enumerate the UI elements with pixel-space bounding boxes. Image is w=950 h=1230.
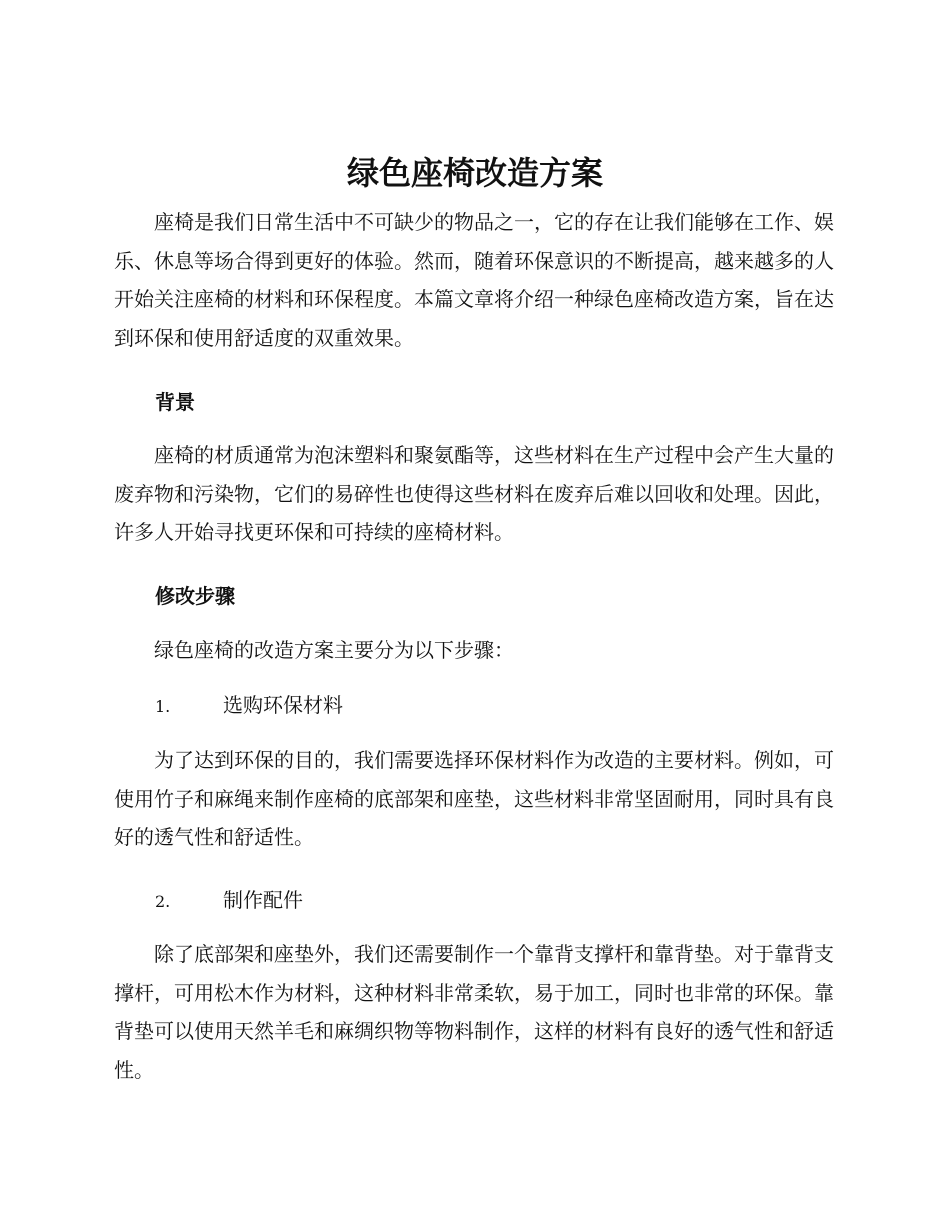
intro-paragraph: 座椅是我们日常生活中不可缺少的物品之一，它的存在让我们能够在工作、娱乐、休息等场合得到更好的体验。然而，随着环保意识的不断提高，越来越多的人开始关注座椅的材料和环保程度。本篇文章将介绍一种绿色座椅改造方案，旨在达到环保和使用舒适度的双重效果。 [114, 210, 834, 351]
section-heading-steps: 修改步骤 [155, 584, 235, 608]
background-paragraph: 座椅的材质通常为泡沫塑料和聚氨酯等，这些材料在生产过程中会产生大量的废弃物和污染物，它们的易碎性也使得这些材料在废弃后难以回收和处理。因此，许多人开始寻找更环保和可持续的座椅材料。 [114, 443, 834, 545]
document-title: 绿色座椅改造方案 [346, 154, 603, 192]
list-number: 2. [155, 892, 171, 911]
section-heading-background: 背景 [155, 390, 195, 414]
steps-intro-paragraph: 绿色座椅的改造方案主要分为以下步骤： [154, 638, 514, 662]
list-item-step-2 [155, 885, 303, 917]
step-1-paragraph: 为了达到环保的目的，我们需要选择环保材料作为改造的主要材料。例如，可使用竹子和麻绳来制作座椅的底部架和座垫，这些材料非常坚固耐用，同时具有良好的透气性和舒适性。 [114, 748, 834, 850]
list-number: 1. [155, 697, 171, 716]
list-item-title: 制作配件 [223, 888, 303, 912]
list-item-title: 选购环保材料 [223, 693, 343, 717]
list-item-step-1 [155, 690, 343, 722]
step-2-paragraph: 除了底部架和座垫外，我们还需要制作一个靠背支撑杆和靠背垫。对于靠背支撑杆，可用松木作为材料，这种材料非常柔软，易于加工，同时也非常的环保。靠背垫可以使用天然羊毛和麻绸织物等物料制作，这样的材料有良好的透气性和舒适性。 [114, 942, 834, 1083]
